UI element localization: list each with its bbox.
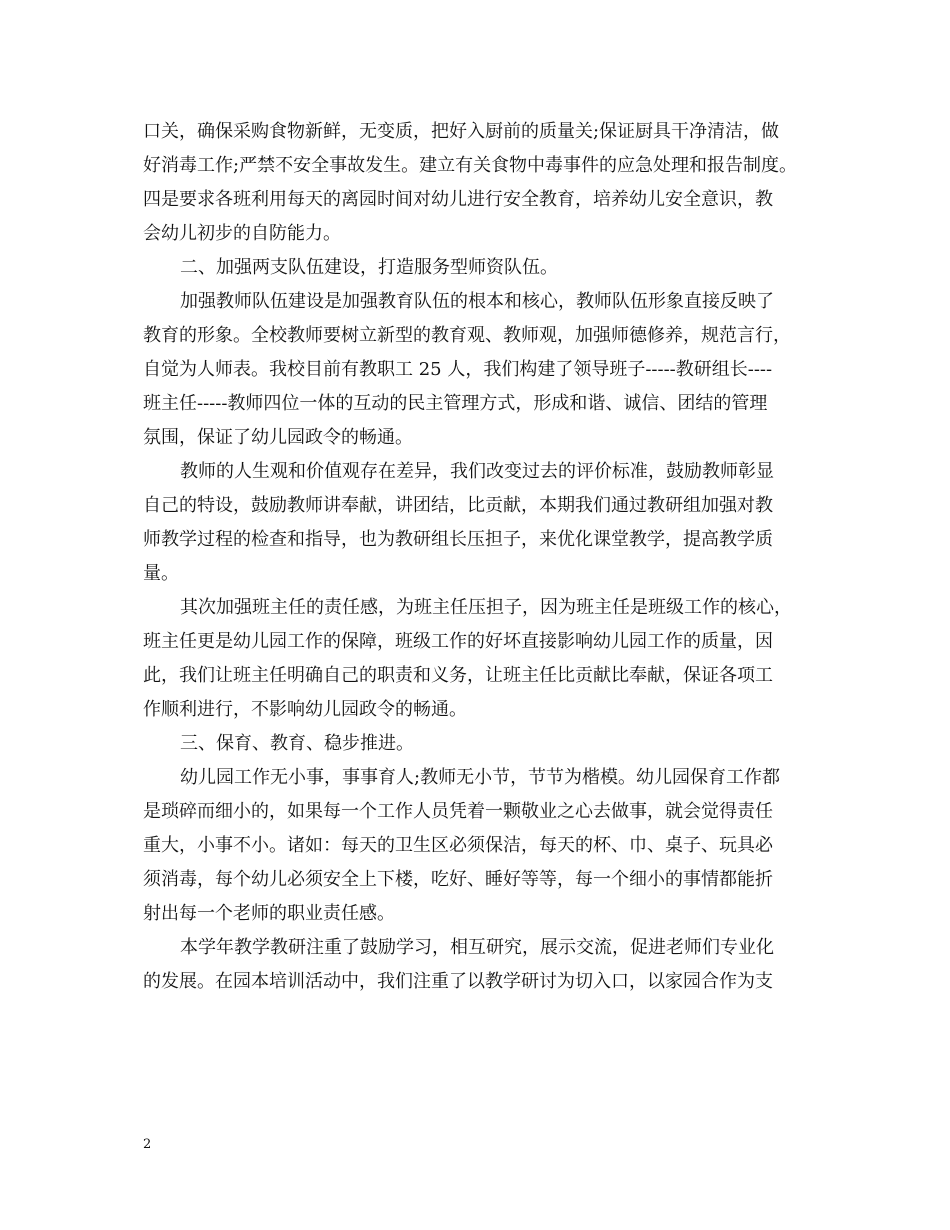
text-line: 其次加强班主任的责任感，为班主任压担子，因为班主任是班级工作的核心，	[180, 597, 792, 618]
section-heading: 三、保育、教育、稳步推进。	[180, 733, 414, 754]
text-line: 班主任-----教师四位一体的互动的民主管理方式，形成和谐、诚信、团结的管理	[143, 393, 768, 414]
text-line: 四是要求各班利用每天的离园时间对幼儿进行安全教育，培养幼儿安全意识，教	[143, 189, 773, 210]
text-line: 是琐碎而细小的，如果每一个工作人员凭着一颗敬业之心去做事，就会觉得责任	[143, 801, 773, 822]
text-line: 教师的人生观和价值观存在差异，我们改变过去的评价标准，鼓励教师彰显	[180, 461, 774, 482]
text-line: 氛围，保证了幼儿园政令的畅通。	[143, 427, 413, 448]
text-line: 须消毒，每个幼儿必须安全上下楼，吃好、睡好等等，每一个细小的事情都能折	[143, 869, 773, 890]
text-line: 自己的特设，鼓励教师讲奉献，讲团结，比贡献，本期我们通过教研组加强对教	[143, 495, 773, 516]
section-heading: 二、加强两支队伍建设，打造服务型师资队伍。	[180, 257, 558, 278]
text-line: 射出每一个老师的职业责任感。	[143, 903, 395, 924]
text-line: 重大，小事不小。诸如：每天的卫生区必须保洁，每天的杯、巾、桌子、玩具必	[143, 835, 773, 856]
text-line: 自觉为人师表。我校目前有教职工 25 人，我们构建了领导班子-----教研组长----	[143, 359, 773, 380]
text-line: 师教学过程的检查和指导，也为教研组长压担子，来优化课堂教学，提高教学质	[143, 529, 773, 550]
text-line: 口关，确保采购食物新鲜，无变质，把好入厨前的质量关;保证厨具干净清洁，做	[143, 121, 780, 142]
text-line: 班主任更是幼儿园工作的保障，班级工作的好坏直接影响幼儿园工作的质量，因	[143, 631, 773, 652]
text-line: 的发展。在园本培训活动中，我们注重了以教学研讨为切入口，以家园合作为支	[143, 971, 773, 992]
text-line: 会幼儿初步的自防能力。	[143, 223, 341, 244]
text-line: 作顺利进行，不影响幼儿园政令的畅通。	[143, 699, 467, 720]
text-line: 此，我们让班主任明确自己的职责和义务，让班主任比贡献比奉献，保证各项工	[143, 665, 773, 686]
page-number: 2	[143, 1137, 152, 1152]
text-line: 加强教师队伍建设是加强教育队伍的根本和核心，教师队伍形象直接反映了	[180, 291, 774, 312]
text-line: 本学年教学教研注重了鼓励学习，相互研究，展示交流，促进老师们专业化	[180, 937, 774, 958]
text-line: 量。	[143, 563, 179, 584]
text-line: 幼儿园工作无小事，事事育人;教师无小节，节节为楷模。幼儿园保育工作都	[180, 767, 781, 788]
text-line: 好消毒工作;严禁不安全事故发生。建立有关食物中毒事件的应急处理和报告制度。	[143, 155, 798, 176]
text-line: 教育的形象。全校教师要树立新型的教育观、教师观，加强师德修养，规范言行，	[143, 325, 791, 346]
